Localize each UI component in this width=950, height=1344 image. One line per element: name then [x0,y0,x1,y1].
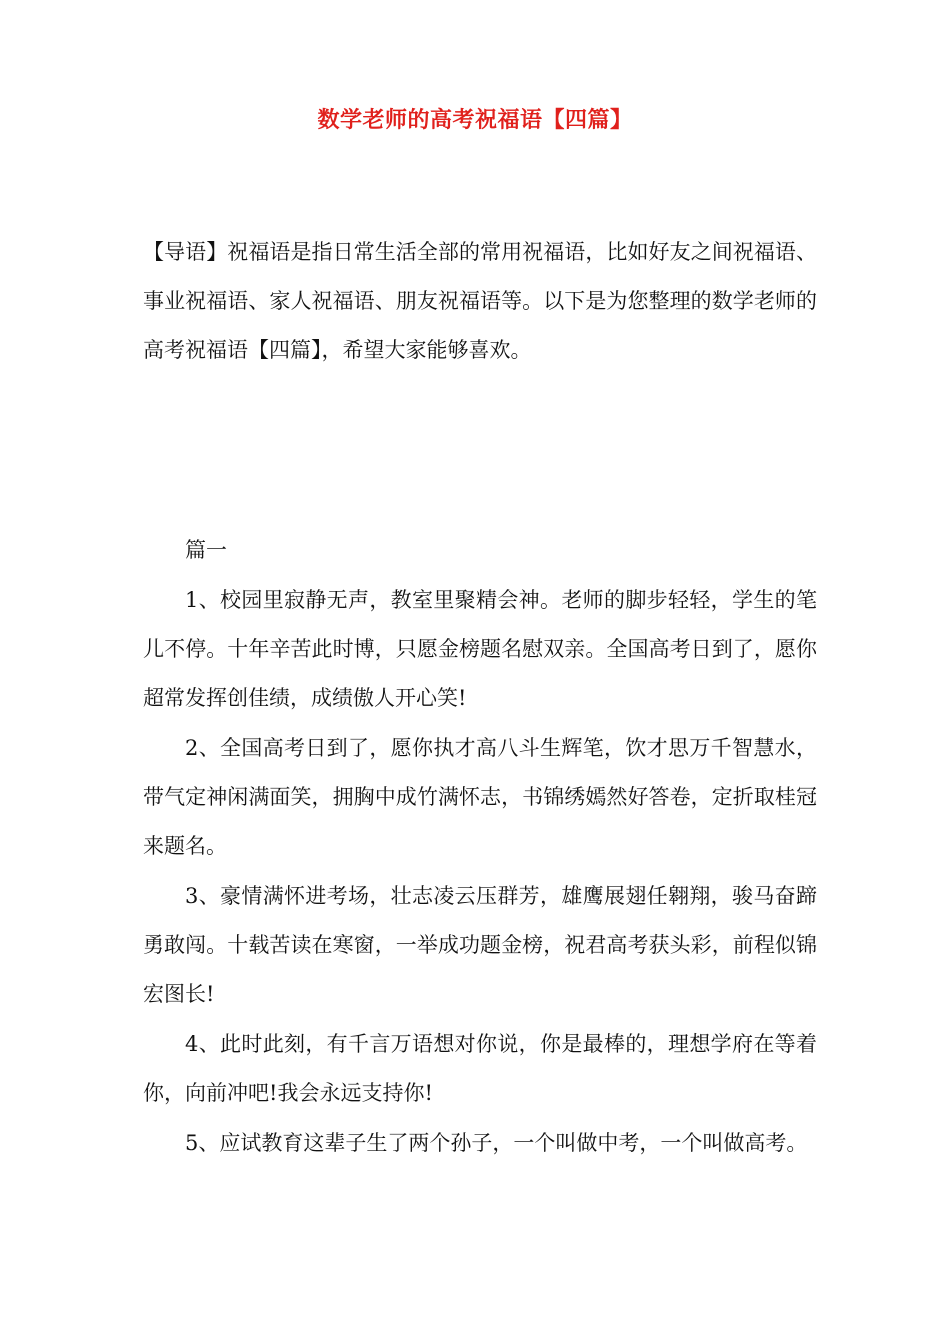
list-item: 1、校园里寂静无声，教室里聚精会神。老师的脚步轻轻，学生的笔儿不停。十年辛苦此时博，只愿金榜题名慰双亲。全国高考日到了，愿你超常发挥创佳绩，成绩傲人开心笑! [143,588,817,710]
list-item: 4、此时此刻，有千言万语想对你说，你是最棒的，理想学府在等着你，向前冲吧!我会永远支持你! [143,1032,817,1105]
section-heading: 篇一 [185,538,227,562]
list-item: 5、应试教育这辈子生了两个孙子，一个叫做中考，一个叫做高考。 [185,1131,808,1155]
list-item: 2、全国高考日到了，愿你执才高八斗生辉笔，饮才思万千智慧水，带气定神闲满面笑，拥胸中成竹满怀志，书锦绣嫣然好答卷，定折取桂冠来题名。 [143,736,817,858]
intro-paragraph: 【导语】祝福语是指日常生活全部的常用祝福语，比如好友之间祝福语、事业祝福语、家人祝福语、朋友祝福语等。以下是为您整理的数学老师的高考祝福语【四篇】，希望大家能够喜欢。 [143,240,817,362]
section-one [143,526,817,1168]
list-item: 3、豪情满怀进考场，壮志凌云压群芳，雄鹰展翅任翱翔，骏马奋蹄勇敢闯。十载苦读在寒窗，一举成功题金榜，祝君高考获头彩，前程似锦宏图长! [143,884,817,1006]
document-title: 数学老师的高考祝福语【四篇】 [317,107,633,133]
